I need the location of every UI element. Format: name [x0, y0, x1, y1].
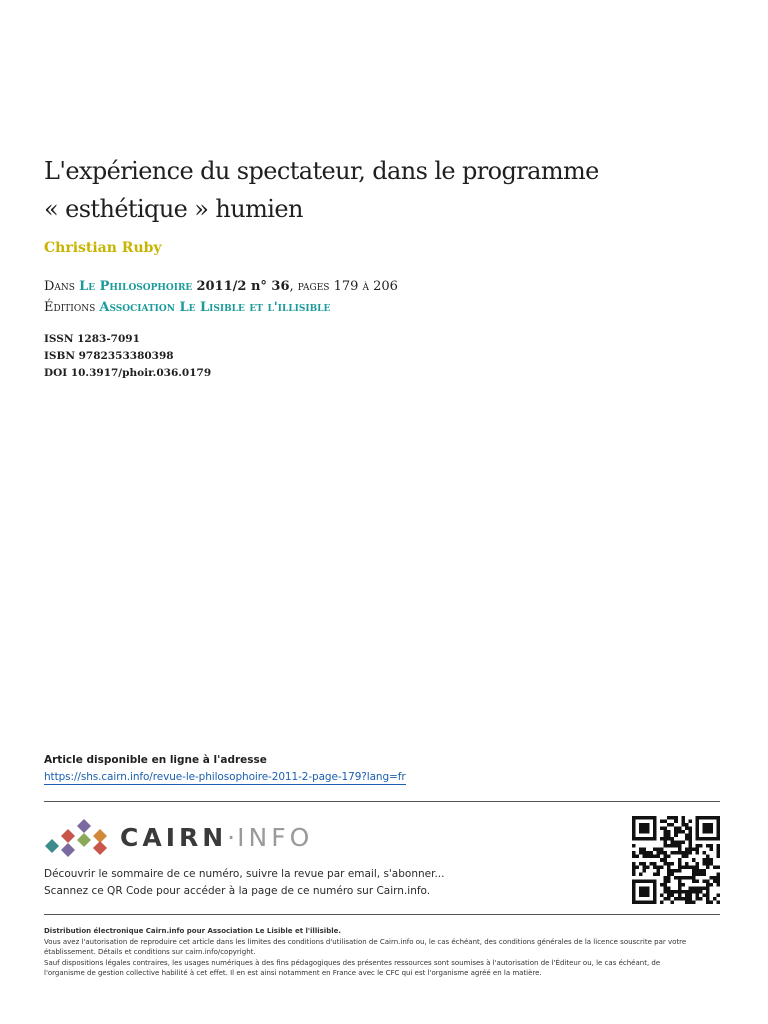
issn: ISSN 1283-7091 — [44, 333, 140, 345]
logo-diamond — [77, 833, 91, 847]
author-name[interactable]: Christian Ruby — [44, 240, 162, 256]
discover-line-1: Découvrir le sommaire de ce numéro, suivre la revue par email, s'abonner... — [44, 868, 445, 880]
identifiers — [44, 331, 211, 382]
footer-line-2: Vous avez l'autorisation de reproduire cet article dans les limites des conditions d'utilisation de Cairn.info ou, le cas échéant, des conditions générales de la licence souscrite par votre — [44, 937, 687, 946]
footer-line-5: l'organisme de gestion collective habilité à cet effet. Il en est ainsi notamment en France avec le CFC qui est l'organisme agréé en la matière. — [44, 969, 542, 977]
footer-line-3: établissement. Détails et conditions sur cairn.info/copyright. — [44, 948, 256, 956]
footer-line-4: Sauf dispositions légales contraires, les usages numériques à des fins pédagogiques des présentes ressources sont soumises à l'autorisation de l'Éditeur ou, le cas échéant, de — [44, 958, 661, 967]
isbn: ISBN 9782353380398 — [44, 350, 174, 362]
issue-number: 2011/2 n° 36 — [196, 279, 290, 294]
availability-label: Article disponible en ligne à l'adresse — [44, 754, 267, 766]
logo-diamond — [61, 843, 75, 857]
page-range: , pages 179 à 206 — [289, 279, 398, 294]
dans-label: Dans — [44, 279, 75, 294]
logo-diamond — [77, 819, 91, 833]
divider-bottom — [44, 914, 720, 915]
qr-code-icon[interactable] — [632, 816, 720, 904]
publication-info — [44, 276, 398, 318]
article-url-link[interactable]: https://shs.cairn.info/revue-le-philosophoire-2011-2-page-179?lang=fr — [44, 771, 406, 783]
footer-legal — [44, 926, 720, 979]
publisher-link[interactable]: Association Le Lisible et l'illisible — [99, 300, 331, 315]
editions-label: Éditions — [44, 300, 96, 315]
divider-top — [44, 801, 720, 802]
logo-diamond — [93, 841, 107, 855]
article-title — [44, 152, 724, 228]
logo-diamond — [61, 829, 75, 843]
editions-line — [44, 297, 398, 318]
discover-line-2: Scannez ce QR Code pour accéder à la page de ce numéro sur Cairn.info. — [44, 885, 431, 897]
doi: DOI 10.3917/phoir.036.0179 — [44, 367, 212, 379]
cairn-word: CAIRN — [120, 823, 228, 852]
journal-link[interactable]: Le Philosophoire — [79, 279, 193, 294]
info-word: INFO — [237, 823, 314, 852]
article-title-line-1: L'expérience du spectateur, dans le programme — [44, 157, 599, 185]
discover-text — [44, 866, 444, 900]
logo-diamond — [93, 829, 107, 843]
cairn-wordmark[interactable] — [120, 823, 313, 852]
publication-line — [44, 276, 398, 297]
wordmark-dot: · — [227, 823, 238, 852]
footer-line-1: Distribution électronique Cairn.info pour Association Le Lisible et l'illisible. — [44, 927, 342, 935]
article-title-line-2: « esthétique » humien — [44, 195, 303, 223]
logo-diamond — [45, 839, 59, 853]
